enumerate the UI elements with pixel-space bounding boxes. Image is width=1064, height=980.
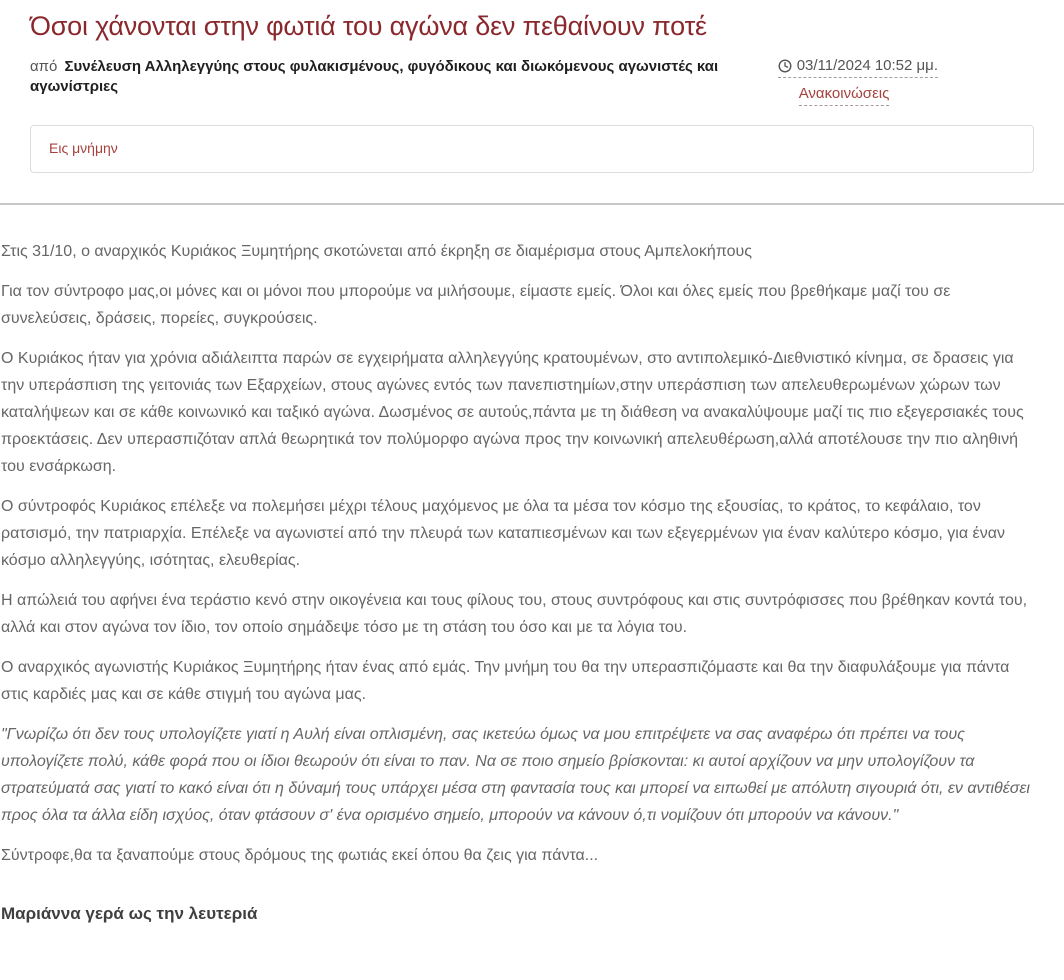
closing-paragraph: Σύντροφε,θα τα ξαναπούμε στους δρόμους της φωτιάς εκεί όπου θα ζεις για πάντα... bbox=[1, 846, 599, 864]
paragraph: Στις 31/10, ο αναρχικός Κυριάκος Ξυμητήρης σκοτώνεται από έκρηξη σε διαμέρισμα στους Αμπελοκήπους bbox=[1, 242, 752, 260]
post-date-text: 03/11/2024 10:52 μμ. bbox=[796, 56, 938, 74]
quote-paragraph: "Γνωρίζω ότι δεν τους υπολογίζετε γιατί η Αυλή είναι οπλισμένη, σας ικετεύω όμως να μου επιτρέψετε να σας αναφέρω ότι πρέπει να τους υπολογίζετε πολύ, κάθε φορά που οι ίδιοι θεωρούν ότι είναι το παν. Να σε ποιο σημείο βρίσκονται: κι αυτοί αρχίζουν να μην υπολογίζουν τα στρατεύματά σας γιατί το κακό είναι ότι η δύναμή τους υπάρχει μέσα στη φαντασία τους και μπορεί να ειπωθεί με απόλυτη σιγουριά ότι, εν αντιθέσει προς όλα τα άλλα είδη ισχύος, όταν φτάσουν σ' ένα ορισμένο σημείο, μπορούν να κάνουν ό,τι νομίζουν ότι μπορούν να κάνουν." bbox=[1, 725, 1030, 824]
clock-icon bbox=[778, 59, 792, 73]
category-link[interactable]: Ανακοινώσεις bbox=[799, 85, 890, 106]
category-line bbox=[799, 85, 938, 102]
paragraph: Ο Κυριάκος ήταν για χρόνια αδιάλειπτα παρών σε εγχειρήματα αλληλεγγύης κρατουμένων, στο αντιπολεμικό-Διεθνιστικό κίνημα, σε δρασεις για την υπεράσπιση της γειτονιάς των Εξαρχείων, στους αγώνες εντός των πανεπιστημίων,στην υπεράσπιση των απελευθερωμένων χώρων των καταλήψεων και σε κάθε κοινωνικό και ταξικό αγώνα. Δωσμένος σε αυτούς,πάντα με τη διάθεση να ανακαλύψουμε μαζί τις πιο εξεγερσιακές τους προεκτάσεις. Δεν υπερασπιζόταν απλά θεωρητικά τον πολύμορφο αγώνα προς την κοινωνική απελευθέρωση,αλλά αποτέλουσε την πιο αληθινή του ενσάρκωση. bbox=[1, 349, 1024, 475]
post-meta bbox=[778, 57, 938, 102]
post-header bbox=[0, 0, 1064, 173]
paragraph: Ο σύντροφός Κυριάκος επέλεξε να πολεμήσει μέχρι τέλους μαχόμενος με όλα τα μέσα τον κόσμο της εξουσίας, το κράτος, το κεφάλαιο, τον ρατσισμό, την πατριαρχία. Επέλεξε να αγωνιστεί από την πλευρά των καταπιεσμένων και των εξεγερμένων για έναν καλύτερο κόσμο, για έναν κόσμο αλληλεγγύης, ισότητας, ελευθερίας. bbox=[1, 497, 1005, 569]
paragraph: Για τον σύντροφο μας,οι μόνες και οι μόνοι που μπορούμε να μιλήσουμε, είμαστε εμείς. Όλοι και όλες εμείς που βρεθήκαμε μαζί του σε συνελεύσεις, δράσεις, πορείες, συγκρούσεις. bbox=[1, 282, 951, 327]
paragraph: Η απώλειά του αφήνει ένα τεράστιο κενό στην οικογένεια και τους φίλους του, στους συντρόφους και στις συντρόφισσες που βρέθηκαν κοντά του, αλλά και στον αγώνα τον ίδιο, τον οποίο σημάδεψε τόσο με τη στάση του όσο και με τα λόγια του. bbox=[1, 591, 1028, 636]
byline bbox=[30, 57, 775, 98]
tag-link[interactable]: Εις μνήμην bbox=[49, 139, 118, 156]
page-title: Όσοι χάνονται στην φωτιά του αγώνα δεν πεθαίνουν ποτέ bbox=[30, 11, 707, 41]
signature: Μαριάννα γερά ως την λευτεριά bbox=[1, 903, 258, 923]
paragraph: Ο αναρχικός αγωνιστής Κυριάκος Ξυμητήρης ήταν ένας από εμάς. Την μνήμη του θα την υπερασπιζόμαστε και θα την διαφυλάξουμε για πάντα στις καρδιές μας και σε κάθε στιγμή του αγώνα μας. bbox=[1, 658, 1010, 703]
tag-box bbox=[30, 125, 1034, 173]
post-body bbox=[0, 205, 1064, 980]
post-date[interactable] bbox=[778, 57, 938, 78]
post-meta-row bbox=[30, 57, 1034, 102]
byline-prefix: από bbox=[30, 57, 58, 75]
byline-author: Συνέλευση Αλληλεγγύης στους φυλακισμένους, φυγόδικους και διωκόμενους αγωνιστές και αγωνίστριες bbox=[30, 57, 719, 95]
